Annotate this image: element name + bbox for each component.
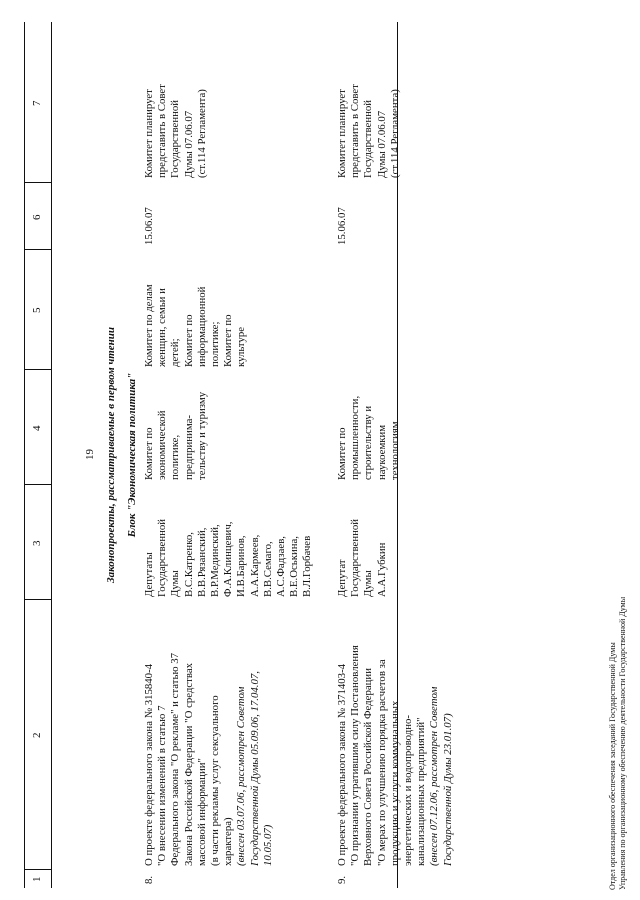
text-line: (ст.114 Регламента) bbox=[388, 89, 401, 178]
text-line: В.В.Рязанский, bbox=[195, 527, 208, 597]
initiators bbox=[336, 487, 389, 597]
responsible-committee bbox=[143, 368, 209, 480]
text-line: Депутаты bbox=[143, 552, 155, 597]
text-line: Государственной bbox=[156, 518, 169, 597]
text-line: В.Л.Горбачев bbox=[301, 535, 314, 597]
text-line: Комитет по bbox=[182, 314, 195, 367]
text-line: О проекте федерального закона № 315840-4 bbox=[143, 663, 155, 866]
text-line: Думы 07.06.07 bbox=[375, 110, 388, 178]
responsible-committee bbox=[336, 368, 402, 480]
section-title: Законопроекты, рассматриваемые в первом чтении bbox=[105, 327, 117, 583]
text-line: Государственной bbox=[349, 518, 362, 597]
text-line: (ст.114 Регламента) bbox=[195, 89, 208, 178]
note-line: Государственной Думы 23.01.07) bbox=[441, 713, 454, 866]
text-line: А.А.Кармеев, bbox=[248, 534, 261, 597]
column-divider bbox=[25, 484, 51, 485]
text-line: О проекте федерального закона № 371403-4 bbox=[336, 663, 348, 866]
row-number: 8. bbox=[143, 875, 155, 884]
page-number: 19 bbox=[84, 449, 96, 460]
bill-description bbox=[143, 598, 275, 866]
text-line: (в части рекламы услуг сексуального bbox=[209, 695, 222, 866]
text-line: Комитет планирует bbox=[143, 89, 155, 178]
note-line: (внесен 03.07.06, рассмотрен Советом bbox=[235, 686, 248, 866]
text-line: наукоемким bbox=[375, 424, 388, 480]
date: 15.06.07 bbox=[143, 207, 155, 245]
column-divider bbox=[25, 182, 51, 183]
note-line: (внесен 07.12.06, рассмотрен Советом bbox=[428, 686, 441, 866]
text-line: Верховного Совета Российской Федерации bbox=[362, 668, 375, 866]
text-line: тельству и туризму bbox=[195, 391, 208, 480]
text-line: И.В.Баринов, bbox=[235, 535, 248, 597]
text-line: В.Р.Мединский, bbox=[209, 524, 222, 597]
text-line: Комитет по bbox=[336, 427, 348, 480]
initiators bbox=[143, 487, 315, 597]
column-number: 5 bbox=[31, 307, 43, 313]
footer-line: Управления по организационному обеспечению деятельности Государственной Думы bbox=[618, 596, 627, 890]
column-number: 1 bbox=[31, 876, 43, 882]
column-number: 6 bbox=[31, 214, 43, 220]
text-line: Государственной bbox=[169, 99, 182, 178]
text-line: В.В.Семаго, bbox=[261, 541, 274, 597]
text-line: предпринима- bbox=[182, 415, 195, 480]
text-line: Федерального закона "О рекламе" и статью 37 bbox=[169, 652, 182, 866]
text-line: детей; bbox=[169, 338, 182, 367]
text-line: В.С.Катренко, bbox=[182, 532, 195, 597]
column-number: 4 bbox=[31, 425, 43, 431]
column-number: 7 bbox=[31, 100, 43, 106]
block-title: Блок "Экономическая политика" bbox=[126, 372, 138, 538]
text-line: технологиям bbox=[388, 421, 401, 480]
text-line: Думы bbox=[169, 570, 182, 597]
header-divider bbox=[51, 22, 52, 888]
text-line: Комитет по делам bbox=[143, 284, 155, 367]
remark bbox=[143, 28, 209, 178]
text-line: Ф.А.Клинцевич, bbox=[222, 521, 235, 597]
text-line: "О признании утратившим силу Постановления bbox=[349, 645, 362, 866]
row-number: 9. bbox=[336, 875, 348, 884]
column-divider bbox=[25, 369, 51, 370]
text-line: представить в Совет bbox=[349, 84, 362, 178]
text-line: Комитет по bbox=[143, 427, 155, 480]
text-line: Закона Российской Федерации "О средствах bbox=[182, 662, 195, 866]
remark bbox=[336, 28, 402, 178]
text-line: Государственной bbox=[362, 99, 375, 178]
text-line: культуре bbox=[235, 326, 248, 367]
text-line: энергетических и водопроводно- bbox=[402, 714, 415, 866]
column-number: 2 bbox=[31, 732, 43, 738]
text-line: А.А.Губкин bbox=[375, 542, 388, 597]
text-line: канализационных предприятий" bbox=[415, 717, 428, 866]
text-line: В.Е.Оськина, bbox=[288, 535, 301, 597]
text-line: Комитет по bbox=[222, 314, 235, 367]
column-divider bbox=[25, 249, 51, 250]
footer-line: Отдел организационного обеспечения заседаний Государственной Думы bbox=[608, 642, 617, 890]
text-line: строительству и bbox=[362, 405, 375, 480]
text-line: информационной bbox=[195, 286, 208, 367]
text-line: Комитет планирует bbox=[336, 89, 348, 178]
text-line: Депутат bbox=[336, 559, 348, 597]
text-line: "О мерах по улучшению порядка расчетов за bbox=[375, 659, 388, 866]
text-line: политике, bbox=[169, 434, 182, 480]
column-number: 3 bbox=[31, 540, 43, 546]
text-line: Думы bbox=[362, 570, 375, 597]
text-line: представить в Совет bbox=[156, 84, 169, 178]
text-line: Думы 07.06.07 bbox=[182, 110, 195, 178]
note-line: Государственной Думы 05.09.06, 17.04.07, bbox=[248, 671, 261, 866]
text-line: промышленности, bbox=[349, 395, 362, 480]
text-line: женщин, семьи и bbox=[156, 288, 169, 367]
note-line: 10.05.07) bbox=[261, 824, 274, 866]
text-line: массовой информации" bbox=[195, 758, 208, 866]
bill-description bbox=[336, 598, 455, 866]
text-line: характера) bbox=[222, 817, 235, 866]
co-executor-committees bbox=[143, 249, 249, 367]
text-line: А.С.Фадзаев, bbox=[275, 536, 288, 597]
date: 15.06.07 bbox=[336, 207, 348, 245]
column-divider bbox=[25, 599, 51, 600]
text-line: политике; bbox=[209, 321, 222, 367]
text-line: "О внесении изменений в статью 7 bbox=[156, 705, 169, 866]
text-line: экономической bbox=[156, 410, 169, 480]
text-line: продукцию и услуги коммунальных bbox=[388, 700, 401, 866]
column-divider bbox=[25, 869, 51, 870]
